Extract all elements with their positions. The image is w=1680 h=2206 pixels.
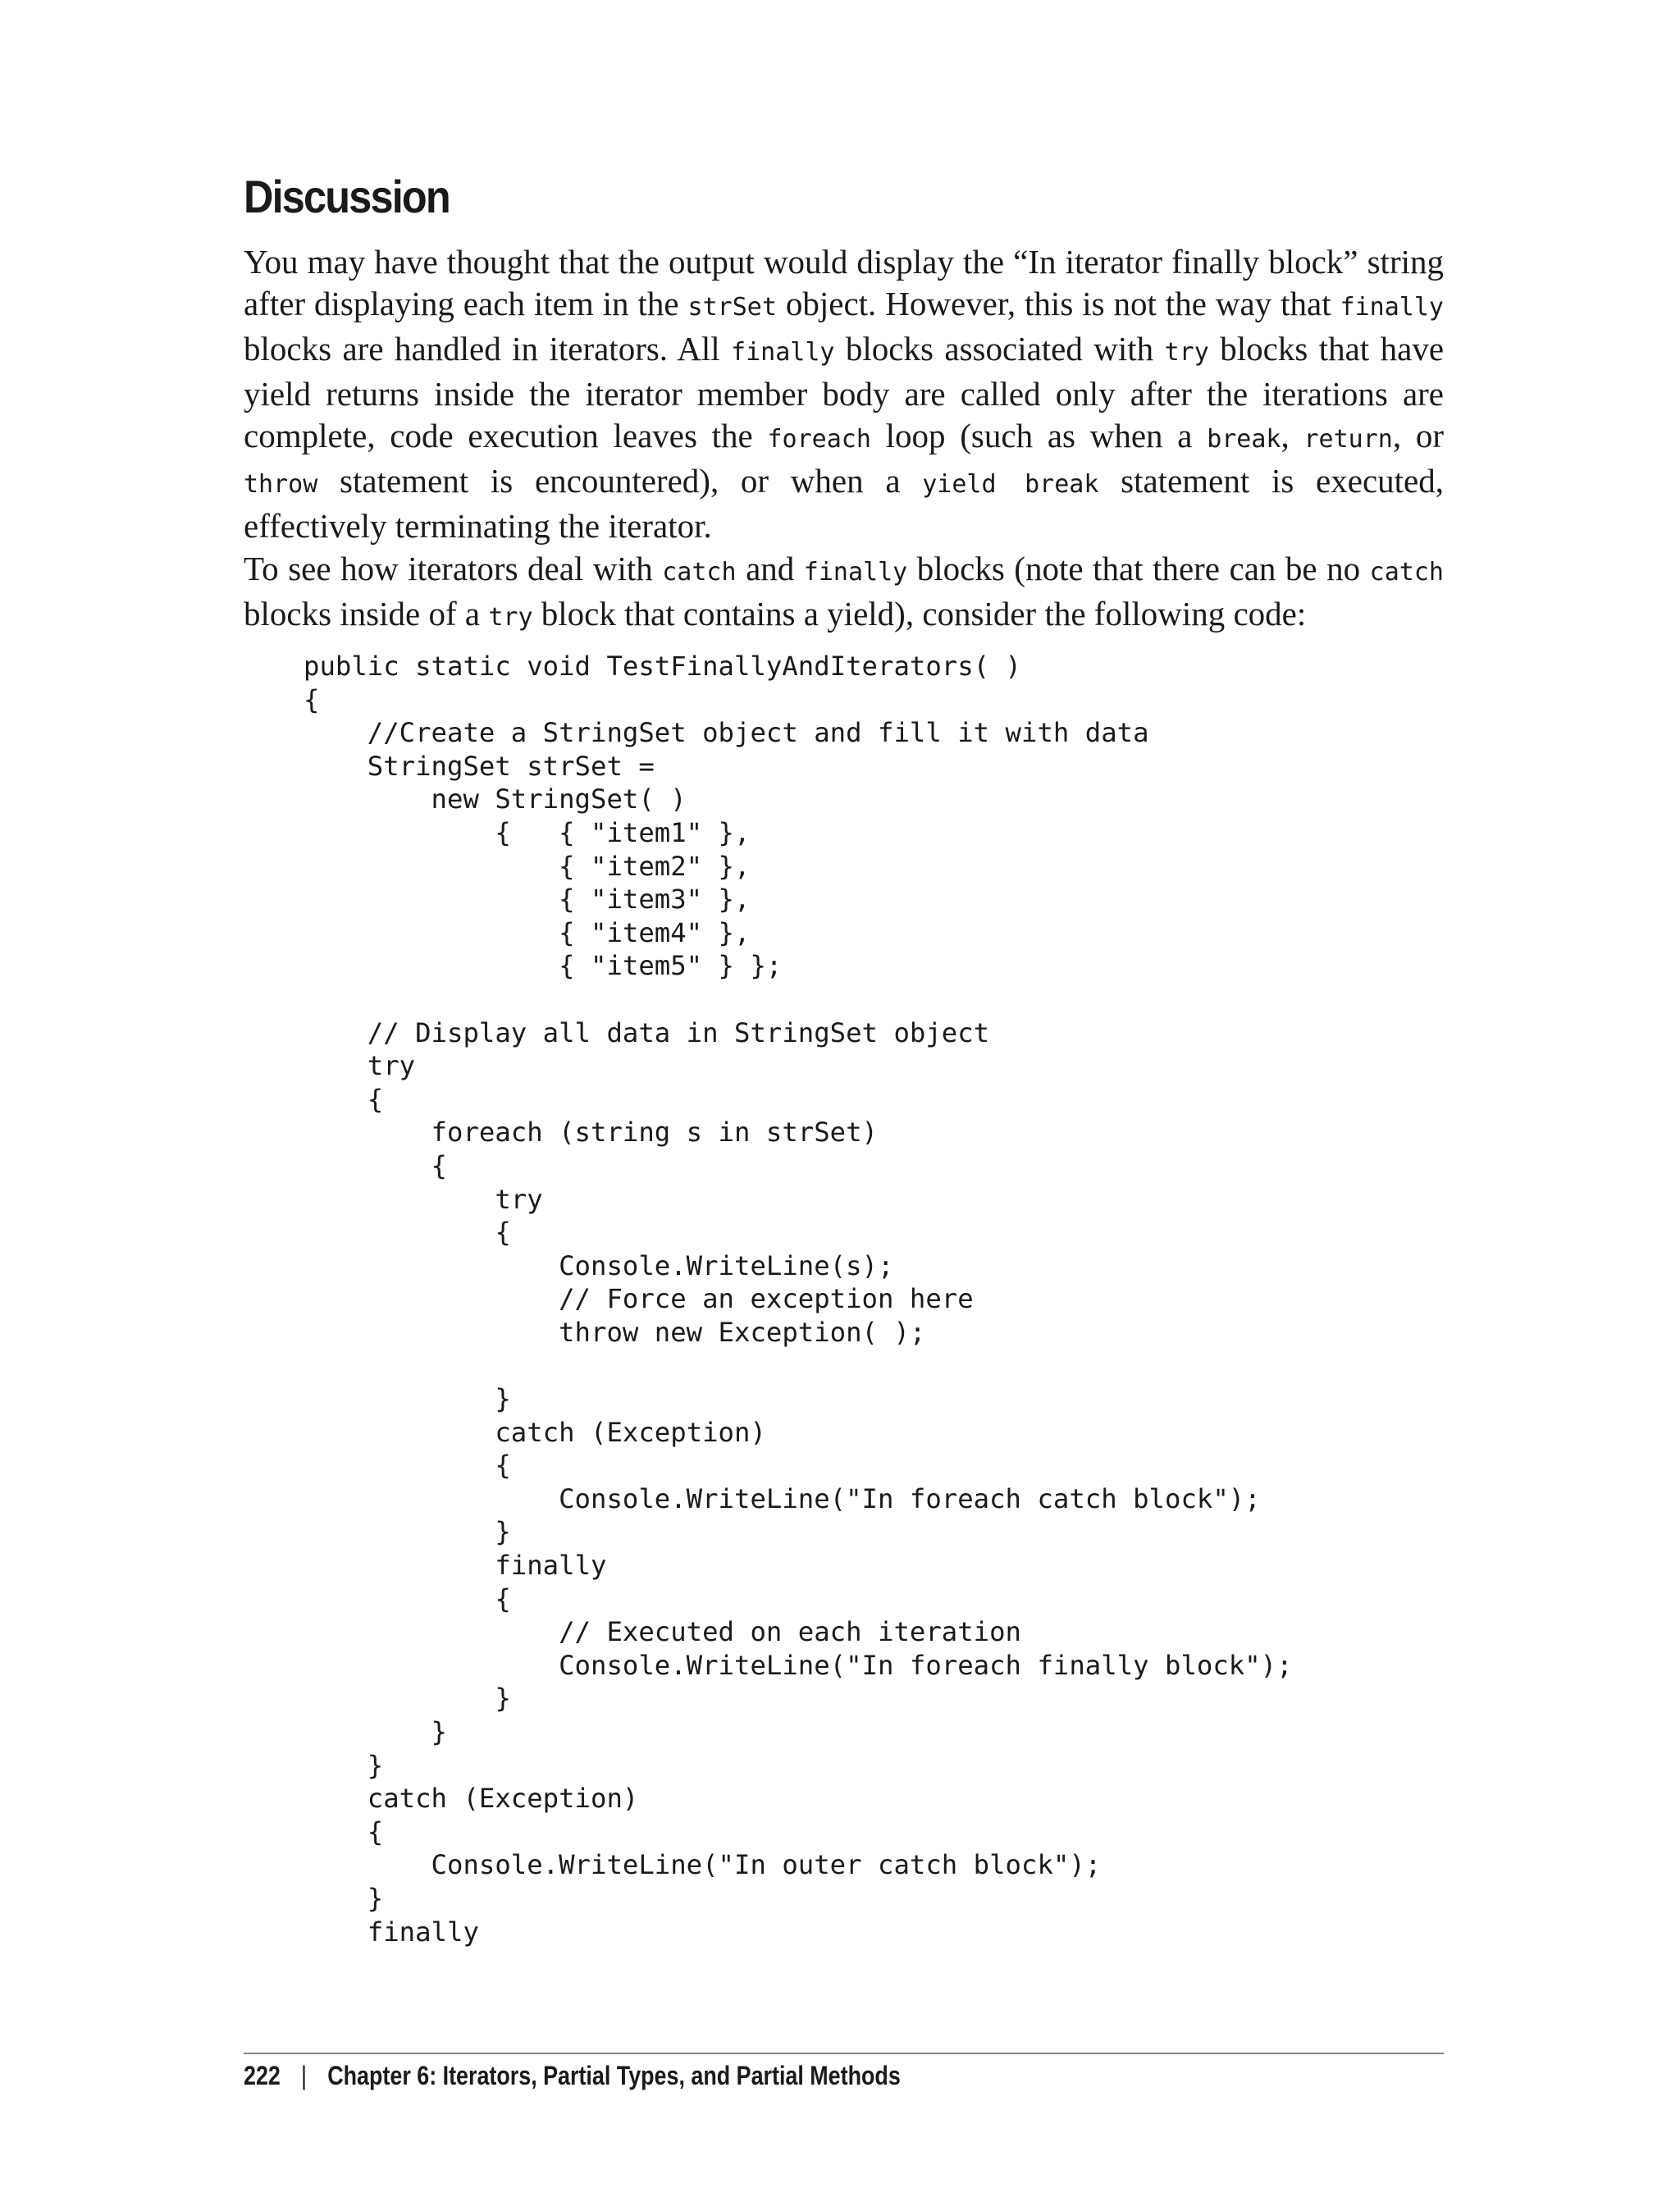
inline-code: strSet — [687, 293, 777, 322]
paragraph-discussion — [244, 241, 1444, 547]
inline-code: foreach — [767, 425, 871, 454]
inline-code: finally — [731, 338, 835, 367]
inline-code: try — [1164, 338, 1209, 367]
inline-code: catch — [662, 558, 737, 587]
chapter-title: Chapter 6: Iterators, Partial Types, and Partial Methods — [327, 2061, 901, 2090]
code-listing: public static void TestFinallyAndIterators( ) { //Create a StringSet object and fill it with data StringSet strSet = new StringSet( ) { { "item1" }, { "item2" }, { "item3" }, { "item4" }, { "item5" } }; // Display all data in StringSet object try { foreach (string s in strSet) { try { Console.WriteLine(s); // Force an exception here throw new Exception( ); } catch (Exception) { Console.WriteLine("In foreach catch block"); } finally { // Executed on each iteration Console.WriteLine("In foreach finally block"); } } } catch (Exception) { Console.WriteLine("In outer catch block"); } finally — [304, 651, 1293, 1948]
text: blocks that have yield returns inside the iterator member body are called only after the iterations are complete, code execution leaves the — [244, 330, 1445, 454]
text: loop (such as when a — [870, 417, 1208, 454]
text: You may have thought that the output would display the “In iterator finally block” string after displaying each item in the — [244, 243, 1444, 322]
inline-code: throw — [244, 470, 318, 499]
text: , — [1281, 417, 1304, 454]
text: To see how iterators deal with — [244, 550, 663, 587]
inline-code: finally — [1340, 293, 1444, 322]
page-number: 222 — [244, 2061, 281, 2090]
inline-code: catch — [1369, 558, 1444, 587]
section-heading: Discussion — [244, 171, 450, 222]
text: object. However, this is not the way that — [776, 285, 1340, 322]
inline-code: finally — [803, 558, 908, 587]
footer-rule — [244, 2053, 1444, 2054]
page-footer — [244, 2058, 901, 2094]
inline-code: yield break — [922, 470, 1099, 499]
text: blocks (note that there can be no — [907, 550, 1370, 587]
text: blocks inside of a — [244, 595, 489, 633]
text: statement is encountered), or when a — [317, 462, 923, 500]
inline-code: try — [488, 603, 533, 632]
text: , or — [1392, 417, 1444, 454]
inline-code: break — [1207, 425, 1281, 454]
text: statement is executed, effectively terminating the iterator. — [244, 462, 1444, 545]
text: block that contains a yield), consider the following code: — [532, 595, 1307, 633]
footer-separator: | — [301, 2061, 308, 2090]
text: blocks associated with — [834, 330, 1165, 368]
inline-code: return — [1303, 425, 1393, 454]
paragraph-catch-finally — [244, 548, 1444, 638]
text: blocks are handled in iterators. All — [244, 330, 732, 368]
text: and — [736, 550, 804, 587]
